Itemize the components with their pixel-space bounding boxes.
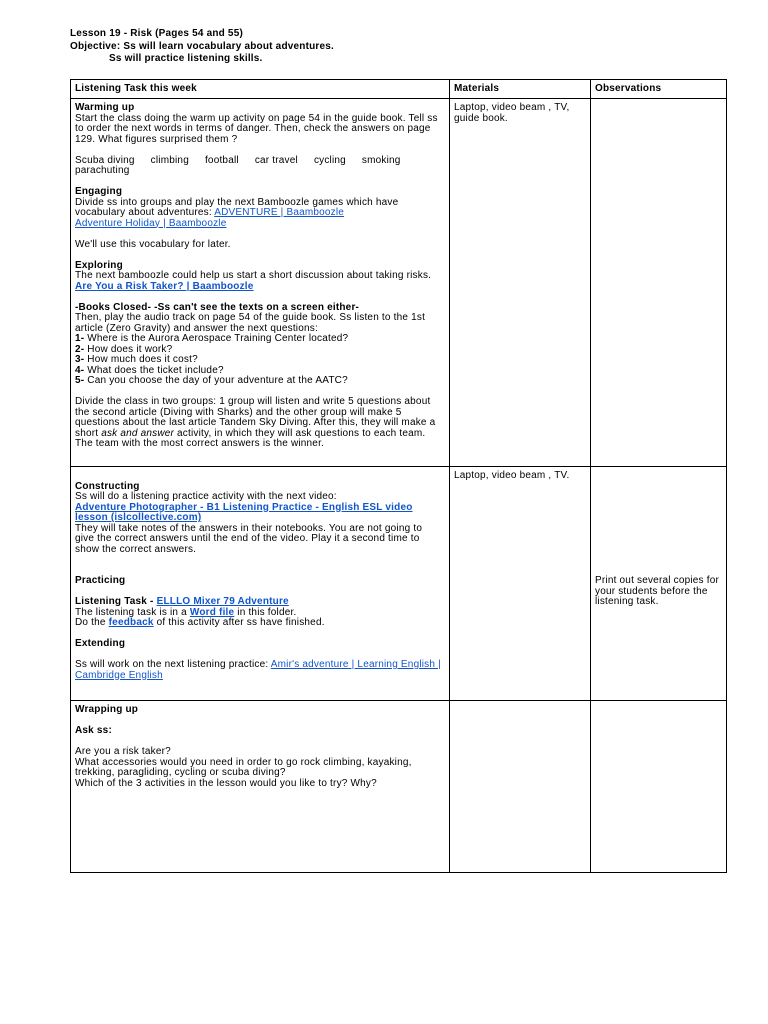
adventure-holiday-baamboozle-link[interactable]: Adventure Holiday | Baamboozle — [75, 217, 227, 229]
feedback-text-after: of this activity after ss have finished. — [156, 617, 325, 628]
question-text: How much does it cost? — [87, 354, 198, 365]
constructing-heading: Constructing — [75, 480, 140, 492]
objective-line-1: Objective: Ss will learn vocabulary about adventures. — [70, 40, 335, 52]
constructing-text: Ss will do a listening practice activity with the next video: — [75, 491, 337, 502]
lesson-title: Lesson 19 - Risk (Pages 54 and 55) — [70, 28, 243, 39]
books-closed-text: Then, play the audio track on page 54 of the guide book. Ss listen to the 1st article (Zero Gravity) and answer the next questions: — [75, 312, 426, 334]
word-file-text-before: The listening task is in a — [75, 606, 187, 618]
engaging-heading: Engaging — [75, 186, 123, 197]
practicing-heading: Practicing — [75, 575, 126, 586]
groups-emphasis: ask and answer — [101, 427, 175, 439]
adventure-baamboozle-link[interactable]: ADVENTURE | Baamboozle — [214, 207, 345, 218]
feedback-text-before: Do the — [75, 617, 106, 628]
ello-mixer-link[interactable]: ELLLO Mixer 79 Adventure — [156, 596, 289, 607]
exploring-paragraph — [75, 271, 443, 292]
constructing-text-after: They will take notes of the answers in their notebooks. You are not going to give the correct answers until the end of the video. Play it a second time to show the correct answers. — [75, 522, 423, 555]
blank-line — [75, 471, 443, 482]
question-item — [75, 376, 443, 387]
row-3-observations-cell — [591, 701, 727, 873]
groups-text-before: Divide the class in two groups: 1 group will listen and write 5 questions about the second article (Diving with Sharks) and the other group will make 5 questions about the last article Tandem Sky Diving. After this, they will make a short — [75, 396, 436, 439]
wrap-up-question: Which of the 3 activities in the lesson would you like to try? Why? — [75, 777, 377, 789]
row-1-task-cell — [71, 99, 450, 467]
table-row-2 — [71, 467, 727, 701]
table-header-row — [71, 80, 727, 99]
blank-line — [75, 229, 443, 240]
row-3-task-cell — [71, 701, 450, 873]
table-row-3 — [71, 701, 727, 873]
feedback-link[interactable]: feedback — [108, 617, 154, 628]
danger-word: car travel — [254, 154, 298, 166]
question-number: 1- — [75, 333, 85, 344]
header-listening-task: Listening Task this week — [71, 80, 450, 99]
danger-word: Scuba diving — [75, 154, 135, 166]
extending-paragraph — [75, 660, 443, 681]
question-text: What does the ticket include? — [87, 364, 224, 376]
question-number: 4- — [75, 364, 85, 376]
row-2-task-cell — [71, 467, 450, 701]
blank-line — [75, 177, 443, 188]
adventure-photographer-video-link[interactable]: Adventure Photographer - B1 Listening Practice - English ESL video lesson (islcollective.com) — [75, 501, 413, 523]
question-text: Where is the Aurora Aerospace Training Center located? — [87, 333, 349, 344]
engaging-paragraph — [75, 198, 443, 219]
blank-lines — [595, 471, 720, 576]
table-row-1 — [71, 99, 727, 467]
warming-up-heading: Warming up — [75, 102, 135, 113]
lesson-plan-table — [70, 79, 727, 873]
row-2-observations: Print out several copies for your students before the listening task. — [595, 575, 719, 607]
question-number: 2- — [75, 343, 85, 355]
listening-task-label: Listening Task - — [75, 596, 154, 607]
blank-line — [75, 716, 443, 727]
row-1-materials-cell — [450, 99, 591, 467]
exploring-heading: Exploring — [75, 259, 123, 271]
engaging-text: Divide ss into groups and play the next Bamboozle games which have vocabulary about adventures: — [75, 196, 399, 218]
danger-word: climbing — [150, 154, 189, 166]
row-3-materials-cell — [450, 701, 591, 873]
groups-text-after: activity, in which they will ask questions to each team. The team with the most correct answers is the winner. — [75, 427, 426, 449]
blank-line — [75, 145, 443, 156]
header-materials: Materials — [450, 80, 591, 99]
word-file-link[interactable]: Word file — [189, 606, 235, 618]
objective-line-2: Ss will practice listening skills. — [109, 53, 263, 64]
blank-line — [75, 629, 443, 640]
ask-ss-label: Ask ss: — [75, 725, 112, 736]
amirs-adventure-link[interactable]: Amir's adventure | Learning English | Cambridge English — [75, 659, 441, 681]
books-closed-heading: -Books Closed- -Ss can't see the texts on a screen either- — [75, 301, 360, 313]
constructing-link-line — [75, 503, 443, 524]
wrap-up-question: Are you a risk taker? — [75, 746, 171, 757]
engaging-note: We'll use this vocabulary for later. — [75, 238, 231, 250]
wrapping-up-heading: Wrapping up — [75, 704, 139, 715]
row-2-materials: Laptop, video beam , TV. — [454, 470, 570, 481]
header-observations: Observations — [591, 80, 727, 99]
danger-word: football — [204, 154, 239, 166]
row-1-materials: Laptop, video beam , TV, guide book. — [454, 102, 570, 124]
wrap-up-question: What accessories would you need in order to go rock climbing, kayaking, trekking, paragliding, cycling or scuba diving? — [75, 756, 412, 778]
risk-taker-baamboozle-link[interactable]: Are You a Risk Taker? | Baamboozle — [75, 280, 254, 292]
row-2-observations-cell — [591, 467, 727, 701]
question-text: Can you choose the day of your adventure at the AATC? — [87, 375, 348, 386]
row-2-materials-cell — [450, 467, 591, 701]
question-text: How does it work? — [87, 343, 173, 355]
blank-line — [75, 292, 443, 303]
extending-text: Ss will work on the next listening practice: — [75, 659, 269, 670]
extending-heading: Extending — [75, 638, 126, 649]
document-header — [70, 28, 334, 66]
blank-line — [75, 250, 443, 261]
word-file-text-after: in this folder. — [237, 606, 297, 618]
question-number: 3- — [75, 354, 85, 365]
row-1-observations-cell — [591, 99, 727, 467]
danger-words-list — [75, 156, 443, 177]
question-number: 5- — [75, 375, 85, 386]
exploring-text: The next bamboozle could help us start a short discussion about taking risks. — [75, 270, 432, 281]
groups-paragraph — [75, 397, 443, 450]
feedback-line — [75, 618, 443, 629]
danger-word: cycling — [313, 154, 346, 166]
danger-word: smoking — [361, 154, 401, 166]
blank-lines — [75, 555, 443, 576]
danger-word: parachuting — [75, 165, 130, 176]
warming-up-text: Start the class doing the warm up activity on page 54 in the guide book. Tell ss to order the next words in terms of danger. Then, check the answers on page 129. What figures surprised them ? — [75, 112, 438, 145]
engaging-second-link-line — [75, 219, 443, 230]
